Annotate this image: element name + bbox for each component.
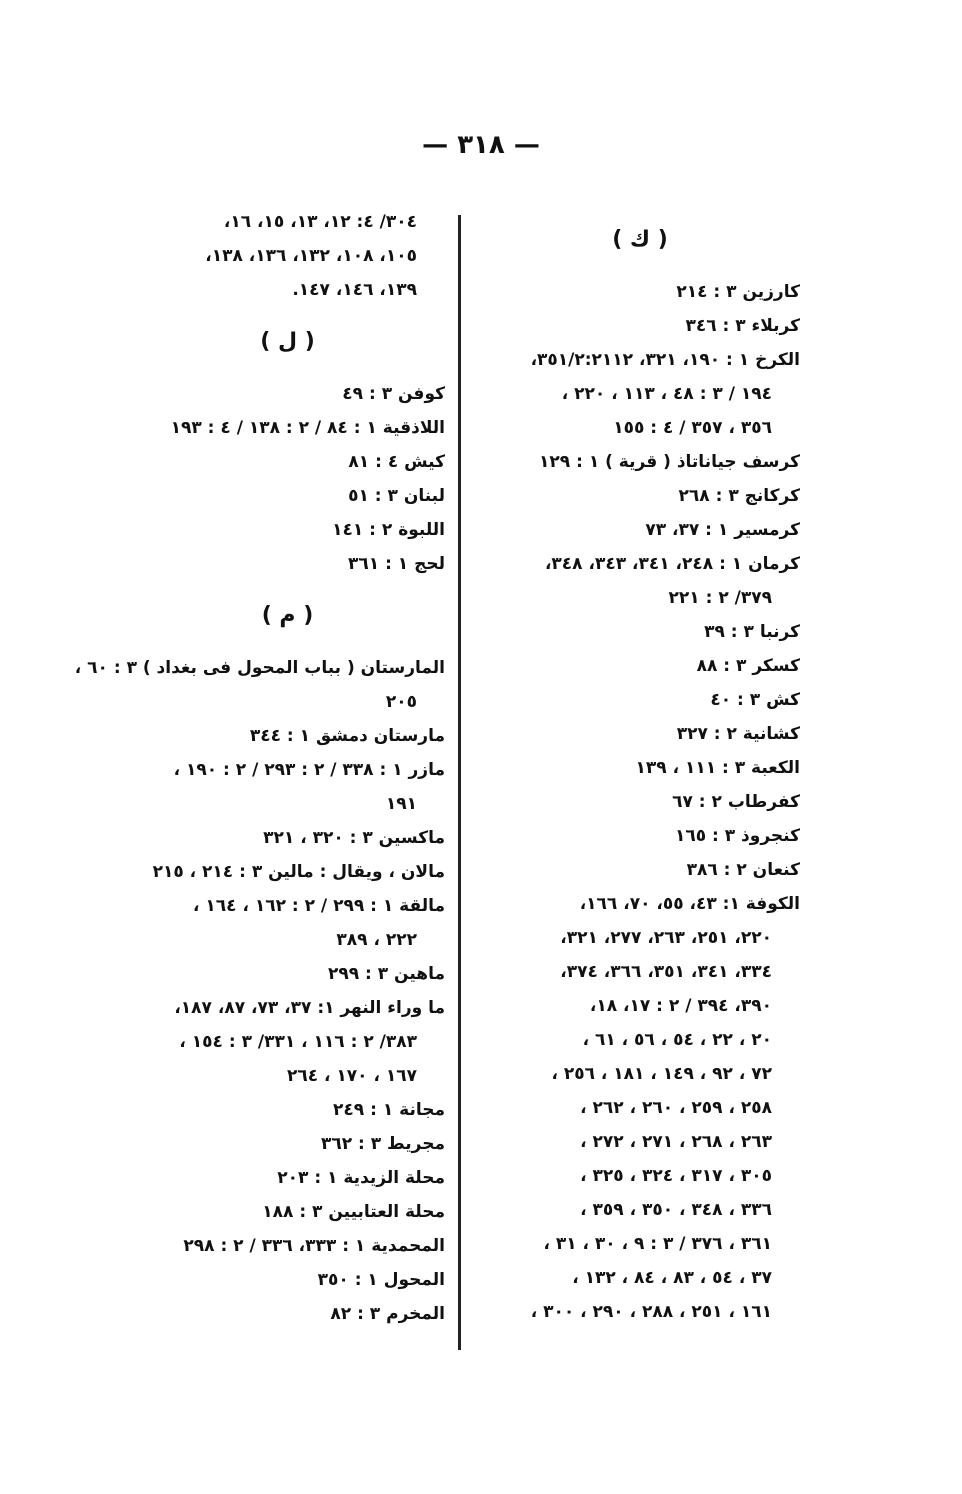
index-line: الكعبة ٣ : ١١١ ، ١٣٩ bbox=[635, 758, 800, 778]
index-line: مجانة ١ : ٢٤٩ bbox=[333, 1100, 445, 1120]
index-line: المحمدية ١ : ٣٣٣، ٣٣٦ / ٢ : ٢٩٨ bbox=[183, 1236, 445, 1256]
index-line: ٣٠٥ ، ٣١٧ ، ٣٢٤ ، ٣٢٥ ، bbox=[580, 1166, 772, 1186]
column-divider bbox=[458, 215, 461, 1350]
index-line: ٣٧ ، ٥٤ ، ٨٣ ، ٨٤ ، ١٣٢ ، bbox=[572, 1268, 772, 1288]
index-line: محلة العتابيين ٣ : ١٨٨ bbox=[262, 1202, 445, 1222]
index-line: لحج ١ : ٣٦١ bbox=[348, 554, 445, 574]
index-line: مالان ، ويقال : مالين ٣ : ٢١٤ ، ٢١٥ bbox=[152, 862, 445, 882]
index-line: المحول ١ : ٣٥٠ bbox=[317, 1270, 445, 1290]
index-line: كنعان ٢ : ٣٨٦ bbox=[686, 860, 800, 880]
index-line: مازر ١ : ٣٣٨ / ٢ : ٢٩٣ / ٢ : ١٩٠ ، bbox=[173, 760, 445, 780]
index-line: ١٦٧ ، ١٧٠ ، ٢٦٤ bbox=[286, 1066, 417, 1086]
index-line: الكوفة ١: ٤٣، ٥٥، ٧٠، ١٦٦، bbox=[579, 894, 800, 914]
index-line: محلة الزيدية ١ : ٢٠٣ bbox=[277, 1168, 445, 1188]
section-heading-mim: ( م ) bbox=[261, 603, 314, 628]
index-line: كارزين ٣ : ٢١٤ bbox=[676, 282, 800, 302]
index-line: اللبوة ٢ : ١٤١ bbox=[332, 520, 445, 540]
index-line: ماكسين ٣ : ٣٢٠ ، ٣٢١ bbox=[263, 828, 445, 848]
left-column bbox=[74, 205, 445, 1331]
index-line: الكرخ ١ : ١٩٠، ٣٢١، ٣٥١/٢:٢١١٢، bbox=[530, 350, 800, 370]
index-line: كرسف جياناتاذ ( قرية ) ١ : ١٢٩ bbox=[539, 452, 800, 472]
index-line: ١٦١ ، ٢٥١ ، ٢٨٨ ، ٢٩٠ ، ٣٠٠ ، bbox=[530, 1302, 772, 1322]
index-line: ١٩١ bbox=[385, 794, 417, 814]
index-line: كيش ٤ : ٨١ bbox=[348, 452, 445, 472]
index-line: ٢٠٥ bbox=[385, 692, 417, 712]
index-line: ٣٦١ ، ٣٧٦ / ٣ : ٩ ، ٣٠ ، ٣١ ، bbox=[543, 1234, 772, 1254]
index-line: كشانية ٢ : ٣٢٧ bbox=[676, 724, 800, 744]
index-line: مجريط ٣ : ٣٦٢ bbox=[320, 1134, 445, 1154]
index-line: ماهين ٣ : ٢٩٩ bbox=[327, 964, 445, 984]
index-line: ١٩٤ / ٣ : ٤٨ ، ١١٣ ، ٢٢٠ ، bbox=[561, 384, 772, 404]
index-line: كنجروذ ٣ : ١٦٥ bbox=[674, 826, 800, 846]
index-line: كش ٣ : ٤٠ bbox=[710, 690, 800, 710]
index-line: المخرم ٣ : ٨٢ bbox=[330, 1304, 445, 1324]
page-number: — ٣١٨ — bbox=[422, 130, 540, 160]
index-line: اللاذقية ١ : ٨٤ / ٢ : ١٣٨ / ٤ : ١٩٣ bbox=[170, 418, 445, 438]
index-line: ٣٣٤، ٣٤١، ٣٥١، ٣٦٦، ٣٧٤، bbox=[560, 962, 772, 982]
index-line: ٣٣٦ ، ٣٤٨ ، ٣٥٠ ، ٣٥٩ ، bbox=[580, 1200, 772, 1220]
index-line: ٢٢٠، ٢٥١، ٢٦٣، ٢٧٧، ٣٢١، bbox=[560, 928, 772, 948]
index-line: ٣٨٣/ ٢ : ١١٦ ، ٣٣١/ ٣ : ١٥٤ ، bbox=[179, 1032, 417, 1052]
index-line: ٢٢٢ ، ٣٨٩ bbox=[336, 930, 417, 950]
index-line: ٣٥٦ ، ٣٥٧ / ٤ : ١٥٥ bbox=[613, 418, 772, 438]
index-line: كربلاء ٣ : ٣٤٦ bbox=[685, 316, 800, 336]
index-line: ٢٦٣ ، ٢٦٨ ، ٢٧١ ، ٢٧٢ ، bbox=[580, 1132, 772, 1152]
index-line: ٧٢ ، ٩٢ ، ١٤٩ ، ١٨١ ، ٢٥٦ ، bbox=[551, 1064, 772, 1084]
index-line: لبنان ٣ : ٥١ bbox=[348, 486, 445, 506]
index-line: ما وراء النهر ١: ٣٧، ٧٣، ٨٧، ١٨٧، bbox=[174, 998, 445, 1018]
index-line: ١٣٩، ١٤٦، ١٤٧. bbox=[292, 280, 417, 300]
index-line: ٣٠٤/ ٤: ١٢، ١٣، ١٥، ١٦، bbox=[223, 212, 417, 232]
section-heading-lam: ( ل ) bbox=[260, 329, 315, 354]
index-line: مارستان دمشق ١ : ٣٤٤ bbox=[249, 726, 445, 746]
index-line: المارستان ( بباب المحول فى بغداد ) ٣ : ٦٠ ، bbox=[74, 658, 445, 678]
index-line: ٣٧٩/ ٢ : ٢٢١ bbox=[668, 588, 772, 608]
index-line: ٢٠ ، ٢٢ ، ٥٤ ، ٥٦ ، ٦١ ، bbox=[582, 1030, 772, 1050]
index-line: كرنبا ٣ : ٣٩ bbox=[704, 622, 800, 642]
index-line: ٢٥٨ ، ٢٥٩ ، ٢٦٠ ، ٢٦٢ ، bbox=[580, 1098, 772, 1118]
right-column bbox=[480, 205, 800, 1329]
index-line: كركانج ٣ : ٢٦٨ bbox=[678, 486, 800, 506]
index-line: كوفن ٣ : ٤٩ bbox=[342, 384, 445, 404]
index-line: كرمسير ١ : ٣٧، ٧٣ bbox=[645, 520, 800, 540]
index-line: ٣٩٠، ٣٩٤ / ٢ : ١٧، ١٨، bbox=[589, 996, 772, 1016]
index-line: كفرطاب ٢ : ٦٧ bbox=[672, 792, 800, 812]
index-line: ١٠٥، ١٠٨، ١٣٢، ١٣٦، ١٣٨، bbox=[205, 246, 417, 266]
section-heading-kaf: ( ك ) bbox=[612, 227, 668, 252]
index-line: مالقة ١ : ٢٩٩ / ٢ : ١٦٢ ، ١٦٤ ، bbox=[193, 896, 445, 916]
index-line: كسكر ٣ : ٨٨ bbox=[696, 656, 800, 676]
index-line: كرمان ١ : ٢٤٨، ٣٤١، ٣٤٣، ٣٤٨، bbox=[544, 554, 800, 574]
